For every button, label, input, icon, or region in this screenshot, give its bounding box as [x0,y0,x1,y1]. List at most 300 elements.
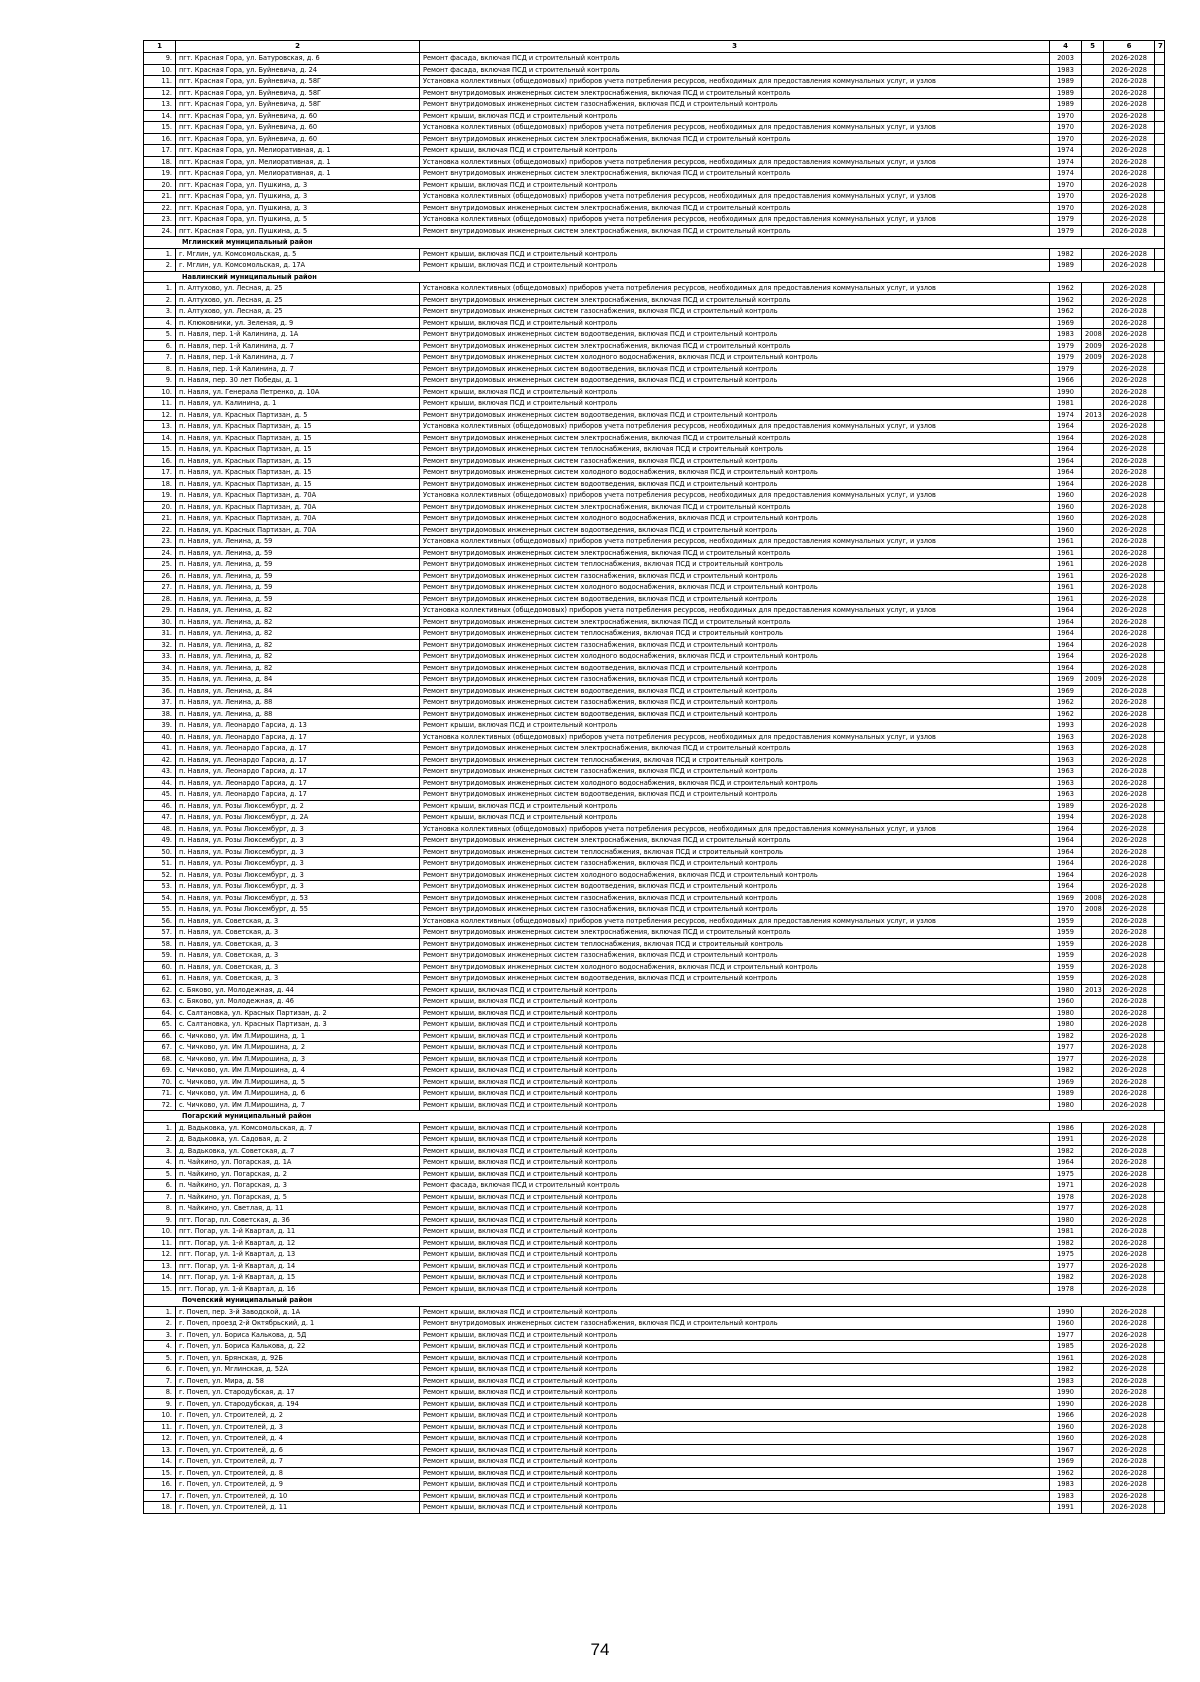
planned-period: 2026-2028 [1104,1398,1155,1410]
year-built: 1977 [1050,1203,1082,1215]
year-built: 1970 [1050,904,1082,916]
address: пгт. Погар, ул. 1-й Квартал, д. 12 [176,1237,420,1249]
address: п. Чайкино, ул. Светлая, д. 11 [176,1203,420,1215]
year-last-repair [1082,1283,1104,1295]
year-last-repair [1082,961,1104,973]
row-number: 7. [144,352,176,364]
row-number: 55. [144,904,176,916]
table-row [144,938,1165,950]
year-last-repair [1082,536,1104,548]
work-type: Ремонт внутридомовых инженерных систем газоснабжения, включая ПСД и строительный контроль [420,1318,1050,1330]
year-last-repair [1082,1065,1104,1077]
year-last-repair: 2009 [1082,674,1104,686]
year-last-repair [1082,1168,1104,1180]
year-last-repair [1082,800,1104,812]
year-last-repair [1082,1214,1104,1226]
address: пгт. Красная Гора, ул. Мелиоративная, д. 1 [176,168,420,180]
planned-period: 2026-2028 [1104,1387,1155,1399]
work-type: Ремонт крыши, включая ПСД и строительный контроль [420,1191,1050,1203]
address: с. Чичково, ул. Им Л.Мирошина, д. 7 [176,1099,420,1111]
planned-period: 2026-2028 [1104,179,1155,191]
year-last-repair [1082,1076,1104,1088]
address: п. Алтухово, ул. Лесная, д. 25 [176,294,420,306]
planned-period: 2026-2028 [1104,1375,1155,1387]
year-built: 1960 [1050,1433,1082,1445]
year-built: 1964 [1050,421,1082,433]
address: п. Навля, ул. Красных Партизан, д. 5 [176,409,420,421]
year-last-repair [1082,915,1104,927]
work-type: Ремонт крыши, включая ПСД и строительный контроль [420,1456,1050,1468]
planned-period: 2026-2028 [1104,835,1155,847]
year-last-repair: 2008 [1082,904,1104,916]
address: п. Навля, ул. Красных Партизан, д. 15 [176,455,420,467]
planned-period: 2026-2028 [1104,64,1155,76]
empty-cell [1155,1007,1165,1019]
row-number: 30. [144,616,176,628]
year-built: 1963 [1050,754,1082,766]
planned-period: 2026-2028 [1104,1352,1155,1364]
year-built: 1980 [1050,1007,1082,1019]
year-built: 1994 [1050,812,1082,824]
work-type: Ремонт крыши, включая ПСД и строительный контроль [420,1030,1050,1042]
row-number: 62. [144,984,176,996]
table-row [144,582,1165,594]
year-last-repair [1082,1502,1104,1514]
planned-period: 2026-2028 [1104,858,1155,870]
year-last-repair [1082,513,1104,525]
year-built: 1969 [1050,892,1082,904]
row-number: 11. [144,76,176,88]
work-type: Установка коллективных (общедомовых) приборов учета потребления ресурсов, необходимых для предоставления коммунальных услуг, и узлов [420,536,1050,548]
empty-cell [1155,1030,1165,1042]
row-number: 12. [144,409,176,421]
address: п. Навля, ул. Ленина, д. 84 [176,685,420,697]
work-type: Ремонт крыши, включая ПСД и строительный контроль [420,1076,1050,1088]
year-last-repair [1082,1134,1104,1146]
year-last-repair [1082,685,1104,697]
address: г. Почеп, ул. Строителей, д. 3 [176,1421,420,1433]
table-row [144,87,1165,99]
empty-cell [1155,720,1165,732]
work-type: Ремонт крыши, включая ПСД и строительный контроль [420,248,1050,260]
work-type: Ремонт внутридомовых инженерных систем электроснабжения, включая ПСД и строительный контроль [420,340,1050,352]
year-built: 1970 [1050,133,1082,145]
header-cell: 5 [1082,41,1104,53]
year-built: 1980 [1050,1019,1082,1031]
year-last-repair [1082,168,1104,180]
work-type: Установка коллективных (общедомовых) приборов учета потребления ресурсов, необходимых для предоставления коммунальных услуг, и узлов [420,421,1050,433]
address: п. Навля, ул. Ленина, д. 82 [176,628,420,640]
address: п. Навля, ул. Ленина, д. 82 [176,639,420,651]
empty-cell [1155,53,1165,65]
year-last-repair [1082,1375,1104,1387]
work-type: Ремонт крыши, включая ПСД и строительный контроль [420,1341,1050,1353]
table-row [144,559,1165,571]
table-row [144,1433,1165,1445]
year-last-repair [1082,306,1104,318]
year-last-repair [1082,260,1104,272]
address: п. Навля, ул. Калинина, д. 1 [176,398,420,410]
row-number: 54. [144,892,176,904]
work-type: Ремонт крыши, включая ПСД и строительный контроль [420,1502,1050,1514]
header-cell: 7 [1155,41,1165,53]
empty-cell [1155,708,1165,720]
year-last-repair [1082,1387,1104,1399]
address: п. Навля, ул. Розы Люксембург, д. 3 [176,869,420,881]
table-row [144,777,1165,789]
row-number: 28. [144,593,176,605]
row-number: 8. [144,1203,176,1215]
row-number: 5. [144,1168,176,1180]
year-built: 1959 [1050,950,1082,962]
empty-cell [1155,1042,1165,1054]
work-type: Ремонт внутридомовых инженерных систем электроснабжения, включая ПСД и строительный контроль [420,927,1050,939]
year-built: 1964 [1050,823,1082,835]
year-built: 1963 [1050,731,1082,743]
year-built: 1977 [1050,1053,1082,1065]
address: п. Навля, ул. Ленина, д. 59 [176,547,420,559]
empty-cell [1155,1490,1165,1502]
address: пгт. Погар, ул. 1-й Квартал, д. 16 [176,1283,420,1295]
planned-period: 2026-2028 [1104,1042,1155,1054]
year-built: 1989 [1050,76,1082,88]
work-type: Ремонт внутридомовых инженерных систем холодного водоснабжения, включая ПСД и строительный контроль [420,513,1050,525]
work-type: Ремонт внутридомовых инженерных систем холодного водоснабжения, включая ПСД и строительный контроль [420,961,1050,973]
planned-period: 2026-2028 [1104,1065,1155,1077]
address: пгт. Погар, ул. 1-й Квартал, д. 15 [176,1272,420,1284]
address: п. Навля, ул. Красных Партизан, д. 70А [176,524,420,536]
address: г. Почеп, ул. Стародубская, д. 17 [176,1387,420,1399]
year-last-repair [1082,225,1104,237]
table-row [144,1065,1165,1077]
planned-period: 2026-2028 [1104,1203,1155,1215]
empty-cell [1155,1237,1165,1249]
empty-cell [1155,444,1165,456]
row-number: 67. [144,1042,176,1054]
row-number: 61. [144,973,176,985]
work-type: Ремонт внутридомовых инженерных систем газоснабжения, включая ПСД и строительный контроль [420,674,1050,686]
work-type: Установка коллективных (общедомовых) приборов учета потребления ресурсов, необходимых для предоставления коммунальных услуг, и узлов [420,915,1050,927]
address: п. Навля, ул. Ленина, д. 59 [176,559,420,571]
year-built: 1962 [1050,708,1082,720]
address: п. Навля, ул. Ленина, д. 82 [176,662,420,674]
address: п. Навля, ул. Ленина, д. 59 [176,536,420,548]
empty-cell [1155,501,1165,513]
work-type: Ремонт крыши, включая ПСД и строительный контроль [420,1226,1050,1238]
table-row [144,490,1165,502]
year-last-repair [1082,1456,1104,1468]
planned-period: 2026-2028 [1104,467,1155,479]
row-number: 9. [144,1214,176,1226]
planned-period: 2026-2028 [1104,961,1155,973]
address: г. Почеп, ул. Строителей, д. 2 [176,1410,420,1422]
row-number: 42. [144,754,176,766]
address: п. Навля, ул. Красных Партизан, д. 15 [176,432,420,444]
work-type: Ремонт внутридомовых инженерных систем холодного водоснабжения, включая ПСД и строительный контроль [420,582,1050,594]
year-last-repair [1082,490,1104,502]
table-row [144,202,1165,214]
year-built: 1982 [1050,1030,1082,1042]
row-number: 50. [144,846,176,858]
empty-cell [1155,1122,1165,1134]
year-last-repair [1082,1030,1104,1042]
empty-cell [1155,1088,1165,1100]
work-type: Ремонт крыши, включая ПСД и строительный контроль [420,800,1050,812]
district-name: Навлинский муниципальный район [144,271,1165,283]
work-type: Ремонт фасада, включая ПСД и строительный контроль [420,64,1050,76]
table-row [144,294,1165,306]
year-built: 1970 [1050,202,1082,214]
table-row [144,1444,1165,1456]
year-last-repair [1082,1042,1104,1054]
row-number: 19. [144,168,176,180]
year-last-repair [1082,1237,1104,1249]
year-last-repair [1082,697,1104,709]
work-type: Ремонт внутридомовых инженерных систем водоотведения, включая ПСД и строительный контроль [420,708,1050,720]
empty-cell [1155,110,1165,122]
address: пгт. Красная Гора, ул. Буйневича, д. 58Г [176,76,420,88]
planned-period: 2026-2028 [1104,524,1155,536]
empty-cell [1155,467,1165,479]
address: п. Навля, ул. Леонардо Гарсиа, д. 17 [176,766,420,778]
address: п. Навля, ул. Ленина, д. 82 [176,605,420,617]
year-built: 1960 [1050,501,1082,513]
table-row [144,513,1165,525]
year-last-repair [1082,122,1104,134]
year-built: 1989 [1050,1088,1082,1100]
table-row [144,99,1165,111]
row-number: 6. [144,340,176,352]
empty-cell [1155,214,1165,226]
year-last-repair [1082,996,1104,1008]
planned-period: 2026-2028 [1104,363,1155,375]
row-number: 21. [144,191,176,203]
row-number: 3. [144,1329,176,1341]
work-type: Установка коллективных (общедомовых) приборов учета потребления ресурсов, необходимых для предоставления коммунальных услуг, и узлов [420,214,1050,226]
district-section-row [144,237,1165,249]
planned-period: 2026-2028 [1104,409,1155,421]
planned-period: 2026-2028 [1104,846,1155,858]
year-last-repair [1082,582,1104,594]
year-built: 1977 [1050,1260,1082,1272]
planned-period: 2026-2028 [1104,743,1155,755]
address: п. Чайкино, ул. Погарская, д. 5 [176,1191,420,1203]
planned-period: 2026-2028 [1104,1191,1155,1203]
work-type: Ремонт внутридомовых инженерных систем газоснабжения, включая ПСД и строительный контроль [420,99,1050,111]
empty-cell [1155,329,1165,341]
year-last-repair [1082,99,1104,111]
year-last-repair [1082,191,1104,203]
address: пгт. Красная Гора, ул. Буйневича, д. 24 [176,64,420,76]
planned-period: 2026-2028 [1104,352,1155,364]
row-number: 1. [144,1122,176,1134]
year-last-repair [1082,1467,1104,1479]
year-last-repair [1082,1088,1104,1100]
row-number: 15. [144,1283,176,1295]
year-built: 1990 [1050,386,1082,398]
year-built: 1964 [1050,881,1082,893]
row-number: 25. [144,559,176,571]
empty-cell [1155,1421,1165,1433]
work-type: Ремонт внутридомовых инженерных систем водоотведения, включая ПСД и строительный контроль [420,881,1050,893]
empty-cell [1155,87,1165,99]
year-last-repair [1082,754,1104,766]
row-number: 10. [144,1410,176,1422]
address: п. Навля, ул. Розы Люксембург, д. 3 [176,881,420,893]
year-built: 1977 [1050,1329,1082,1341]
planned-period: 2026-2028 [1104,1226,1155,1238]
table-row [144,1398,1165,1410]
address: с. Салтановка, ул. Красных Партизан, д. 2 [176,1007,420,1019]
year-last-repair [1082,858,1104,870]
table-row [144,708,1165,720]
table-row [144,1122,1165,1134]
table-row [144,1490,1165,1502]
address: п. Навля, ул. Розы Люксембург, д. 3 [176,846,420,858]
empty-cell [1155,858,1165,870]
year-built: 1966 [1050,375,1082,387]
work-type: Ремонт крыши, включая ПСД и строительный контроль [420,1203,1050,1215]
table-row [144,961,1165,973]
empty-cell [1155,1352,1165,1364]
work-type: Ремонт внутридомовых инженерных систем холодного водоснабжения, включая ПСД и строительный контроль [420,777,1050,789]
planned-period: 2026-2028 [1104,674,1155,686]
year-last-repair [1082,639,1104,651]
year-built: 1983 [1050,1479,1082,1491]
header-cell: 6 [1104,41,1155,53]
planned-period: 2026-2028 [1104,938,1155,950]
row-number: 38. [144,708,176,720]
table-row [144,53,1165,65]
row-number: 1. [144,248,176,260]
table-row [144,1226,1165,1238]
row-number: 3. [144,1145,176,1157]
table-row [144,501,1165,513]
work-type: Ремонт крыши, включая ПСД и строительный контроль [420,1272,1050,1284]
table-row [144,662,1165,674]
row-number: 49. [144,835,176,847]
empty-cell [1155,996,1165,1008]
empty-cell [1155,513,1165,525]
year-built: 1964 [1050,869,1082,881]
planned-period: 2026-2028 [1104,490,1155,502]
planned-period: 2026-2028 [1104,99,1155,111]
empty-cell [1155,524,1165,536]
planned-period: 2026-2028 [1104,53,1155,65]
table-row [144,191,1165,203]
empty-cell [1155,674,1165,686]
row-number: 52. [144,869,176,881]
year-last-repair [1082,720,1104,732]
table-row [144,1145,1165,1157]
empty-cell [1155,409,1165,421]
table-row [144,1088,1165,1100]
year-last-repair [1082,1099,1104,1111]
row-number: 17. [144,145,176,157]
work-type: Ремонт крыши, включая ПСД и строительный контроль [420,720,1050,732]
year-last-repair [1082,202,1104,214]
planned-period: 2026-2028 [1104,1157,1155,1169]
address: п. Навля, ул. Леонардо Гарсиа, д. 17 [176,777,420,789]
row-number: 4. [144,1341,176,1353]
planned-period: 2026-2028 [1104,1076,1155,1088]
empty-cell [1155,1398,1165,1410]
address: п. Навля, ул. Розы Люксембург, д. 3 [176,823,420,835]
year-last-repair [1082,1019,1104,1031]
table-row [144,892,1165,904]
planned-period: 2026-2028 [1104,1007,1155,1019]
address: г. Мглин, ул. Комсомольская, д. 5 [176,248,420,260]
planned-period: 2026-2028 [1104,892,1155,904]
year-built: 1969 [1050,685,1082,697]
empty-cell [1155,961,1165,973]
empty-cell [1155,881,1165,893]
year-last-repair [1082,1490,1104,1502]
row-number: 17. [144,467,176,479]
empty-cell [1155,1387,1165,1399]
row-number: 53. [144,881,176,893]
year-last-repair [1082,869,1104,881]
year-built: 1980 [1050,984,1082,996]
empty-cell [1155,1444,1165,1456]
empty-cell [1155,1502,1165,1514]
work-type: Ремонт внутридомовых инженерных систем водоотведения, включая ПСД и строительный контроль [420,789,1050,801]
year-last-repair [1082,87,1104,99]
row-number: 51. [144,858,176,870]
address: пгт. Красная Гора, ул. Пушкина, д. 3 [176,191,420,203]
row-number: 32. [144,639,176,651]
empty-cell [1155,1260,1165,1272]
work-type: Ремонт фасада, включая ПСД и строительный контроль [420,1180,1050,1192]
empty-cell [1155,938,1165,950]
work-type: Ремонт внутридомовых инженерных систем холодного водоснабжения, включая ПСД и строительный контроль [420,467,1050,479]
address: п. Навля, пер. 1-й Калинина, д. 7 [176,363,420,375]
table-row [144,1203,1165,1215]
year-last-repair [1082,1007,1104,1019]
year-built: 1962 [1050,283,1082,295]
year-built: 1964 [1050,455,1082,467]
planned-period: 2026-2028 [1104,605,1155,617]
empty-cell [1155,651,1165,663]
row-number: 2. [144,1134,176,1146]
work-type: Ремонт внутридомовых инженерных систем водоотведения, включая ПСД и строительный контроль [420,973,1050,985]
row-number: 26. [144,570,176,582]
year-last-repair: 2008 [1082,329,1104,341]
address: п. Навля, ул. Красных Партизан, д. 15 [176,478,420,490]
row-number: 34. [144,662,176,674]
empty-cell [1155,168,1165,180]
table-row [144,1272,1165,1284]
address: п. Навля, ул. Розы Люксембург, д. 2 [176,800,420,812]
row-number: 11. [144,1237,176,1249]
table-row [144,145,1165,157]
table-row [144,1076,1165,1088]
empty-cell [1155,122,1165,134]
address: п. Навля, ул. Леонардо Гарсиа, д. 13 [176,720,420,732]
work-type: Ремонт крыши, включая ПСД и строительный контроль [420,1065,1050,1077]
empty-cell [1155,915,1165,927]
row-number: 20. [144,179,176,191]
empty-cell [1155,1249,1165,1261]
year-built: 1977 [1050,1042,1082,1054]
table-row [144,1329,1165,1341]
table-row [144,697,1165,709]
planned-period: 2026-2028 [1104,766,1155,778]
row-number: 21. [144,513,176,525]
planned-period: 2026-2028 [1104,639,1155,651]
table-row [144,570,1165,582]
table-row [144,800,1165,812]
